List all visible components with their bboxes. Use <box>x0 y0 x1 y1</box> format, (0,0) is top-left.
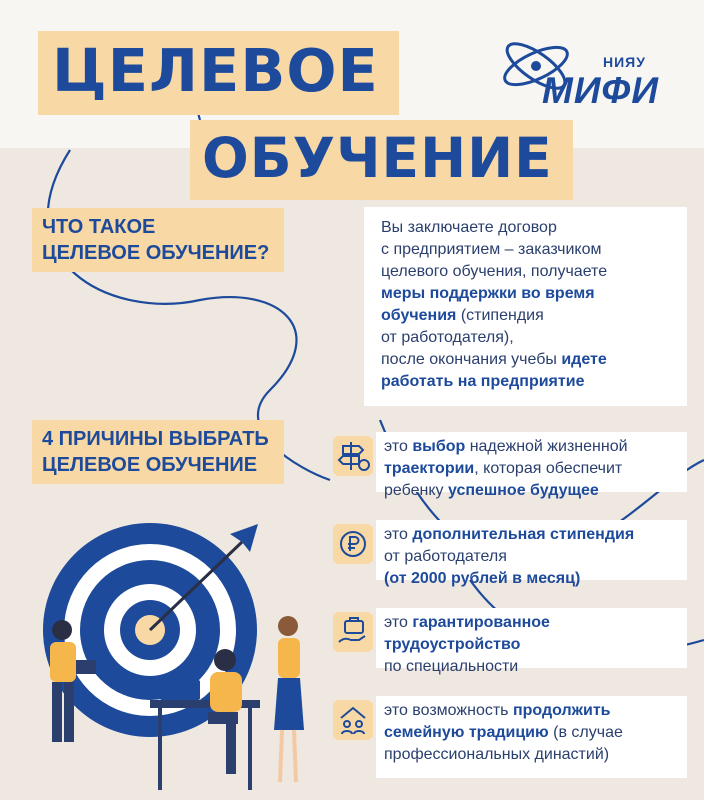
question-four-reasons <box>32 420 284 484</box>
reason-bold: трудоустройство <box>384 636 521 653</box>
person-right-head <box>278 616 298 636</box>
reason-card-4 <box>376 696 687 778</box>
reason-text: это <box>384 438 413 455</box>
signpost-icon <box>333 436 373 476</box>
logo-text-big: МИФИ <box>542 70 659 111</box>
reason-card-1 <box>376 432 687 499</box>
question-what-is-line2: ЦЕЛЕВОЕ ОБУЧЕНИЕ? <box>42 242 270 264</box>
definition-text: после окончания учебы <box>381 351 562 368</box>
reason-text: (в случае <box>548 724 623 741</box>
person-sitting-body <box>210 672 242 712</box>
reason-text: профессиональных династий) <box>384 746 610 763</box>
definition-line: Вы заключаете договор <box>381 219 557 236</box>
person-left-body <box>50 642 76 682</box>
ruble-coin-icon <box>333 524 373 564</box>
reason-bold: дополнительная стипендия <box>412 526 635 543</box>
desk <box>150 700 260 708</box>
question-four-reasons-line2: ЦЕЛЕВОЕ ОБУЧЕНИЕ <box>42 454 258 476</box>
mephi-logo <box>498 26 678 116</box>
reason-text: ребенку <box>384 482 448 499</box>
definition-text: (стипендия <box>456 307 544 324</box>
reason-text: надежной жизненной <box>465 438 628 455</box>
reason-bold: гарантированное <box>412 614 550 631</box>
reason-bold: успешное будущее <box>447 482 599 499</box>
reason-card-2 <box>376 520 687 587</box>
tablet <box>76 660 96 674</box>
reason-text: от работодателя <box>384 548 507 565</box>
question-four-reasons-line1: 4 ПРИЧИНЫ ВЫБРАТЬ <box>42 428 269 450</box>
reason-bold: траектории <box>384 460 475 477</box>
target-illustration <box>30 520 330 800</box>
title-line-1: ЦЕЛЕВОЕ <box>38 31 399 115</box>
reason-bold: выбор <box>412 438 466 455</box>
definition-line: с предприятием – заказчиком <box>381 241 602 258</box>
definition-line: от работодателя), <box>381 329 514 346</box>
reason-text: это возможность <box>384 702 513 719</box>
reason-bold: семейную традицию <box>384 724 549 741</box>
question-what-is-line1: ЧТО ТАКОЕ <box>42 216 156 238</box>
title-line-2: ОБУЧЕНИЕ <box>190 120 573 200</box>
reason-text: это <box>384 614 413 631</box>
reason-bold: (от 2000 рублей в месяц) <box>384 570 581 587</box>
reason-text: по специальности <box>384 658 519 675</box>
definition-bold: обучения <box>381 307 457 324</box>
definition-bold: работать на предприятие <box>381 373 585 390</box>
person-sitting-head <box>214 649 236 671</box>
reason-text: , которая обеспечит <box>474 460 623 477</box>
definition-bold: меры поддержки во время <box>381 285 595 302</box>
definition-box <box>364 207 687 406</box>
reason-text: это <box>384 526 413 543</box>
definition-line: целевого обучения, получаете <box>381 263 608 280</box>
reason-bold: продолжить <box>512 702 611 719</box>
question-what-is <box>32 208 284 272</box>
laptop <box>160 680 200 700</box>
person-right-body <box>278 638 300 678</box>
reason-card-3 <box>376 608 687 675</box>
briefcase-hand-icon <box>333 612 373 652</box>
definition-bold: идете <box>561 351 607 368</box>
family-house-icon <box>333 700 373 740</box>
logo-text-small: НИЯУ <box>603 54 646 70</box>
person-left-head <box>52 620 72 640</box>
